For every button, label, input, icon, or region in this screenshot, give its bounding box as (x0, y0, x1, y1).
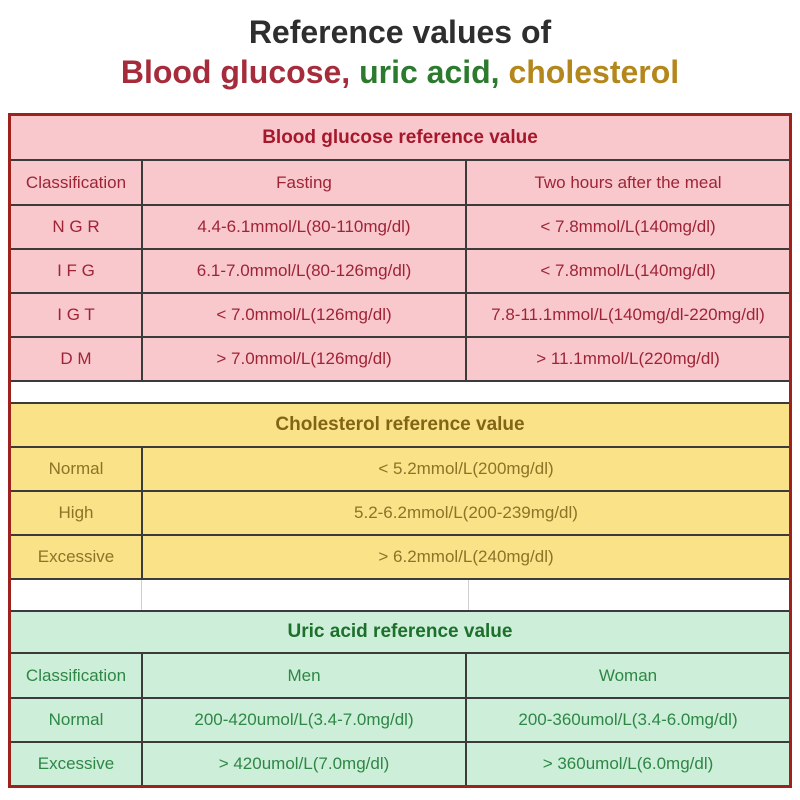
row-label: D M (60, 349, 92, 368)
row-value: < 5.2mmol/L(200mg/dl) (141, 448, 789, 490)
blood-glucose-header-row (11, 159, 789, 204)
row-value-fasting: 4.4-6.1mmol/L(80-110mg/dl) (141, 206, 465, 248)
column-divider-line (468, 580, 469, 610)
column-divider-line (141, 580, 142, 610)
table-row-normal (11, 697, 789, 741)
row-value-fasting: > 7.0mmol/L(126mg/dl) (141, 338, 465, 380)
blood-glucose-table (11, 116, 789, 380)
row-value-men: > 420umol/L(7.0mg/dl) (141, 743, 465, 785)
row-value-after-meal: 7.8-11.1mmol/L(140mg/dl-220mg/dl) (465, 294, 789, 336)
row-value-woman: > 360umol/L(6.0mg/dl) (465, 743, 789, 785)
row-value-men: 200-420umol/L(3.4-7.0mg/dl) (141, 699, 465, 741)
page-title-line2 (0, 52, 800, 92)
table-row-high (11, 490, 789, 534)
row-value: 5.2-6.2mmol/L(200-239mg/dl) (141, 492, 789, 534)
table-row-dm (11, 336, 789, 380)
table-row-excessive (11, 741, 789, 785)
row-value: > 6.2mmol/L(240mg/dl) (141, 536, 789, 578)
row-label: Normal (48, 459, 104, 478)
row-label: N G R (52, 217, 100, 236)
table-row-excessive (11, 534, 789, 578)
row-label: High (58, 503, 94, 522)
uric-col-header-classification: Classification (25, 665, 127, 685)
row-value-after-meal: < 7.8mmol/L(140mg/dl) (465, 250, 789, 292)
row-value-fasting: < 7.0mmol/L(126mg/dl) (141, 294, 465, 336)
table-row-igt (11, 292, 789, 336)
row-value-after-meal: > 11.1mmol/L(220mg/dl) (465, 338, 789, 380)
title-segment-blood-glucose: Blood glucose, (120, 54, 360, 90)
row-label: Normal (48, 710, 104, 729)
tables-board (8, 113, 792, 788)
row-value-fasting: 6.1-7.0mmol/L(80-126mg/dl) (141, 250, 465, 292)
uric-col-header-men: Men (141, 654, 465, 697)
page-title-line1: Reference values of (248, 14, 552, 50)
uric-col-header-woman: Woman (465, 654, 789, 697)
table-row-ngr (11, 204, 789, 248)
page-title (0, 0, 800, 113)
table-spacer (11, 578, 789, 610)
row-label: Excessive (37, 547, 115, 566)
row-label: I F G (57, 261, 95, 280)
glucose-col-header-fasting: Fasting (141, 161, 465, 204)
table-spacer (11, 380, 789, 402)
glucose-col-header-classification: Classification (25, 172, 127, 192)
uric-acid-table (11, 610, 789, 785)
cholesterol-table (11, 402, 789, 578)
glucose-col-header-after-meal: Two hours after the meal (465, 161, 789, 204)
uric-acid-header-row (11, 652, 789, 697)
cholesterol-table-title: Cholesterol reference value (275, 414, 525, 435)
row-label: Excessive (37, 754, 115, 773)
row-label: I G T (57, 305, 95, 324)
title-segment-cholesterol: cholesterol (508, 54, 680, 90)
blood-glucose-table-title: Blood glucose reference value (262, 126, 538, 148)
row-value-after-meal: < 7.8mmol/L(140mg/dl) (465, 206, 789, 248)
row-value-woman: 200-360umol/L(3.4-6.0mg/dl) (465, 699, 789, 741)
title-segment-uric-acid: uric acid, (359, 54, 509, 90)
table-row-ifg (11, 248, 789, 292)
table-row-normal (11, 446, 789, 490)
uric-acid-table-title: Uric acid reference value (287, 621, 513, 642)
